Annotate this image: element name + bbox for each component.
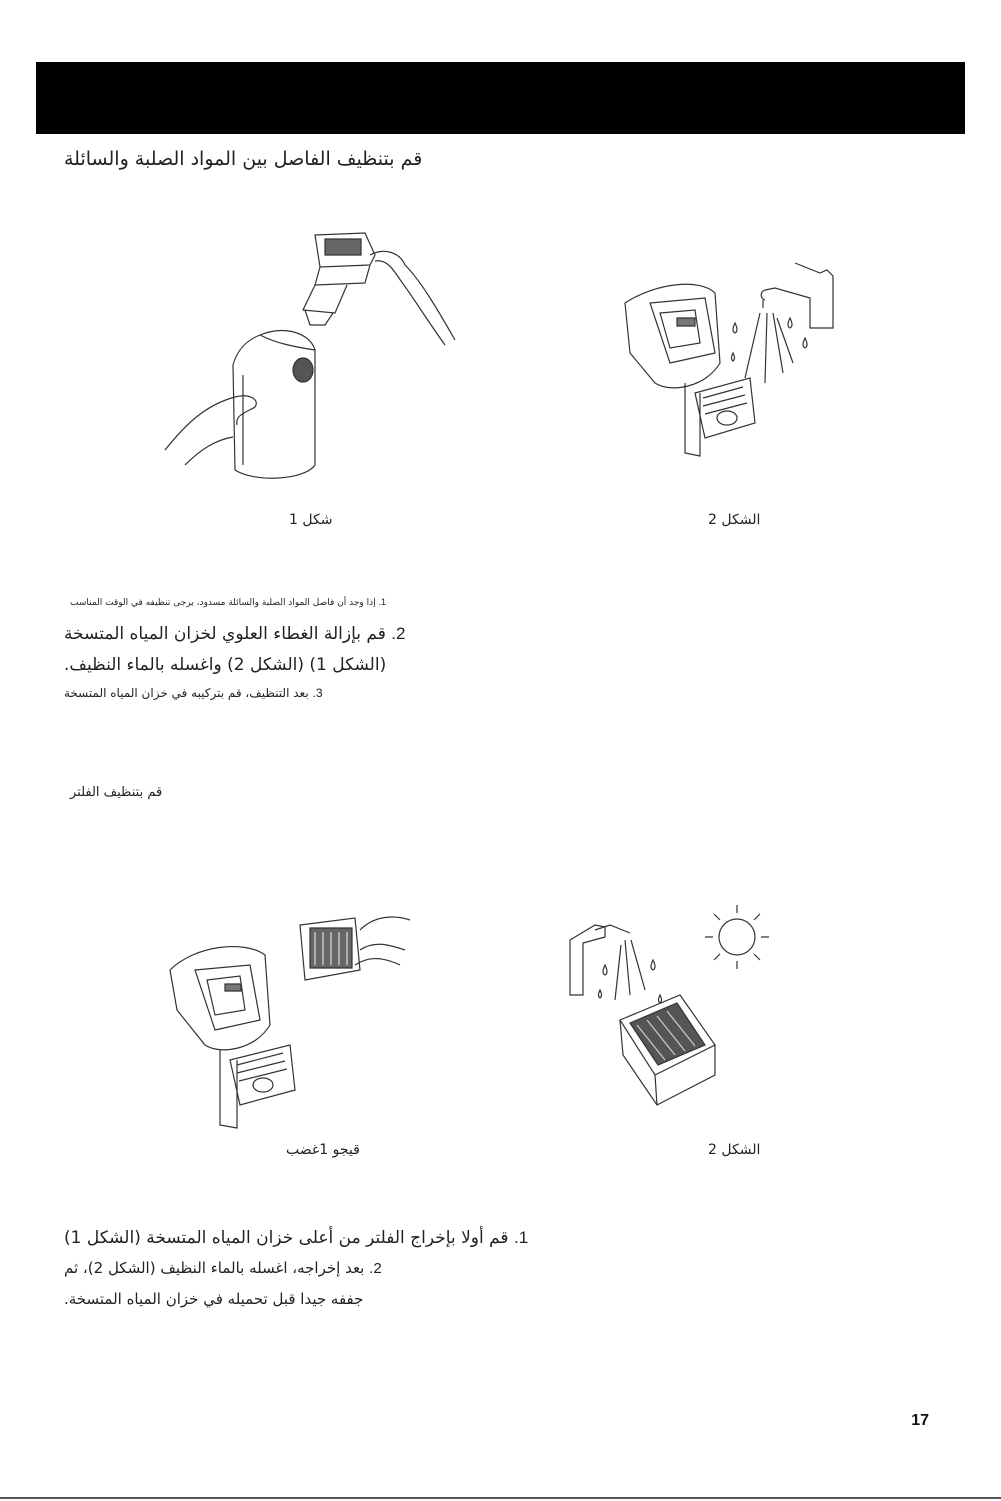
section2-heading: قم بتنظيف الفلتر [70,785,163,800]
step-text: بعد التنظيف، قم بتركيبه في خزان المياه المتسخة [64,686,309,700]
figure-separator-removal [165,225,465,490]
section1-step-2-continued [64,655,386,675]
step-text: قم بإزالة الغطاء العلوي لخزان المياه المتسخة [64,624,386,644]
step-text: إذا وجد أن فاصل المواد الصلبة والسائلة مسدود، يرجى تنظيفه في الوقت المناسب [70,598,376,608]
section1-figure1-caption: شكل 1 [289,512,333,528]
section1-step-3 [64,686,323,700]
section1-step-2 [64,624,405,644]
step-number: 2. [391,624,406,643]
section2-figure2-caption: الشكل 2 [708,1142,761,1158]
figure-filter-removal [165,910,415,1135]
step-text: بعد إخراجه، اغسله بالماء النظيف (الشكل 2)، ثم [64,1259,365,1277]
step-number: 1. [513,1228,529,1247]
figure-filter-rinsing-drying [565,895,785,1125]
step-text: (الشكل 1) (الشكل 2) واغسله بالماء النظيف. [64,655,387,675]
page-number: 17 [911,1412,929,1429]
section2-step-2 [64,1259,382,1277]
section2-step-2-continued [64,1290,363,1308]
figure-separator-rinsing [615,258,845,468]
section1-step-1 [70,597,386,608]
step-number: 1. [378,597,387,607]
header-bar [36,62,965,134]
section2-figure1-caption: قيجو 1غضب [286,1142,360,1158]
section2-step-1 [64,1228,528,1248]
bottom-rule [0,1497,1001,1499]
section1-figure2-caption: الشكل 2 [708,512,761,528]
step-text: قم أولا بإخراج الفلتر من أعلى خزان المياه المتسخة (الشكل 1) [64,1228,509,1248]
step-text: جففه جيدا قبل تحميله في خزان المياه المتسخة. [64,1290,364,1308]
section1-heading: قم بتنظيف الفاصل بين المواد الصلبة والسائلة [64,148,423,170]
step-number: 3. [312,686,323,700]
step-number: 2. [369,1260,382,1277]
